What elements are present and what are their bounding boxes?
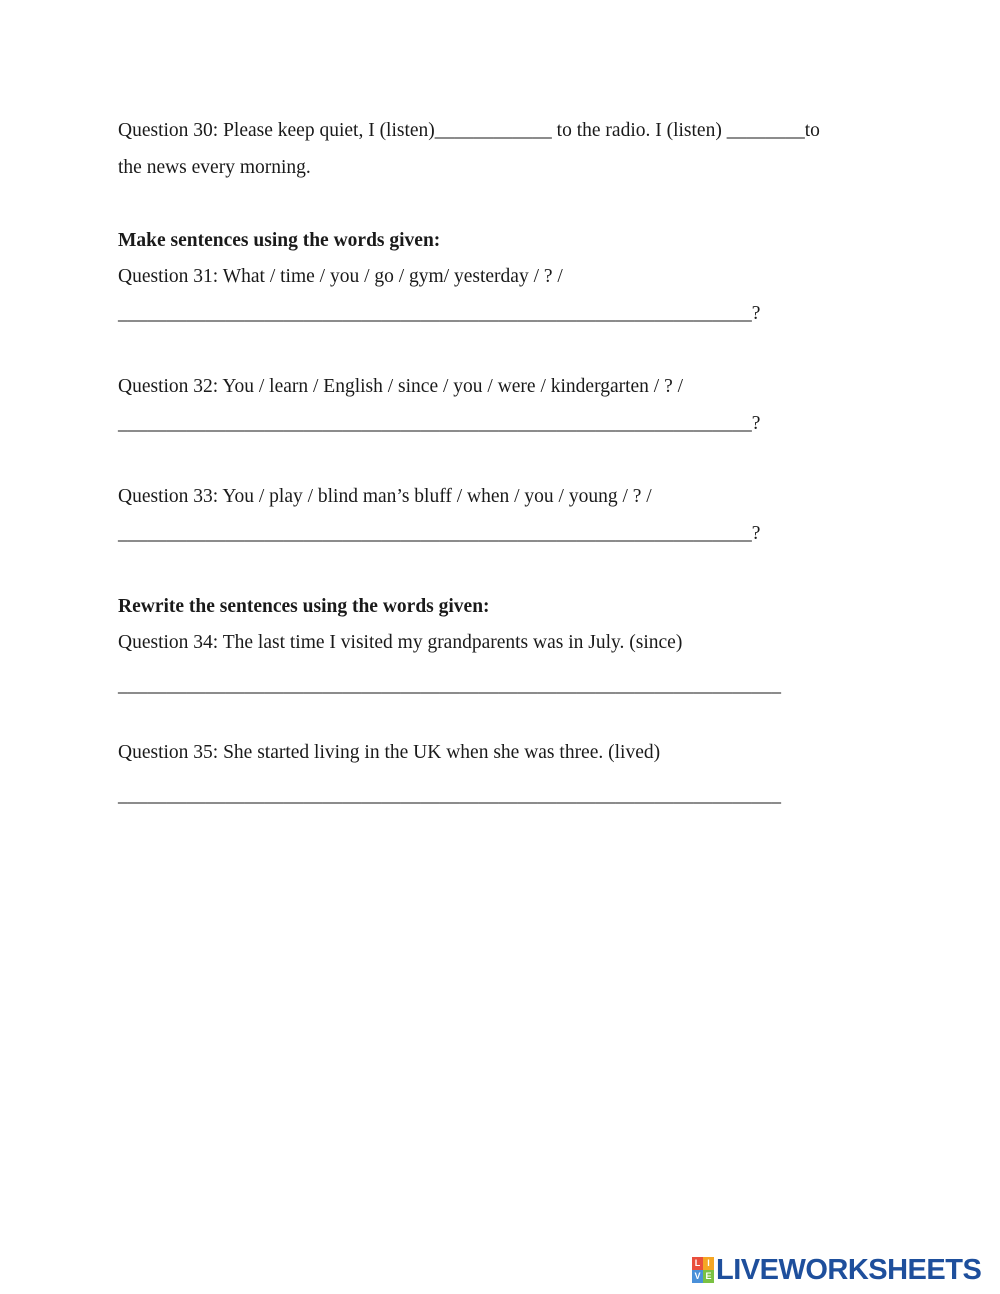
question-32-answer-line[interactable]: _________________________________________________________________? (118, 413, 761, 434)
logo-mark-letter-v: V (692, 1270, 703, 1283)
liveworksheets-logo (692, 1255, 981, 1285)
logo-mark-letter-l: L (692, 1257, 703, 1270)
question-30-line-1: Question 30: Please keep quiet, I (listen)____________ to the radio. I (listen) ________to (118, 120, 820, 141)
question-30-line-2: the news every morning. (118, 157, 311, 178)
question-34-prompt: Question 34: The last time I visited my grandparents was in July. (since) (118, 632, 683, 653)
question-34-answer-line[interactable]: ____________________________________________________________________ (118, 675, 781, 696)
question-32-prompt: Question 32: You / learn / English / since / you / were / kindergarten / ? / (118, 376, 684, 397)
question-33-prompt: Question 33: You / play / blind man’s bluff / when / you / young / ? / (118, 486, 652, 507)
logo-mark-letter-e: E (703, 1270, 714, 1283)
liveworksheets-logo-text: LIVEWORKSHEETS (716, 1254, 982, 1286)
question-35-prompt: Question 35: She started living in the UK when she was three. (lived) (118, 742, 661, 763)
logo-mark-letter-i: I (703, 1257, 714, 1270)
section-heading-rewrite-sentences: Rewrite the sentences using the words given: (118, 596, 490, 617)
liveworksheets-logo-icon (692, 1257, 714, 1283)
question-31-prompt: Question 31: What / time / you / go / gym/ yesterday / ? / (118, 266, 563, 287)
question-33-answer-line[interactable]: _________________________________________________________________? (118, 523, 761, 544)
section-heading-make-sentences: Make sentences using the words given: (118, 230, 441, 251)
question-35-answer-line[interactable]: ____________________________________________________________________ (118, 785, 781, 806)
question-31-answer-line[interactable]: _________________________________________________________________? (118, 303, 761, 324)
